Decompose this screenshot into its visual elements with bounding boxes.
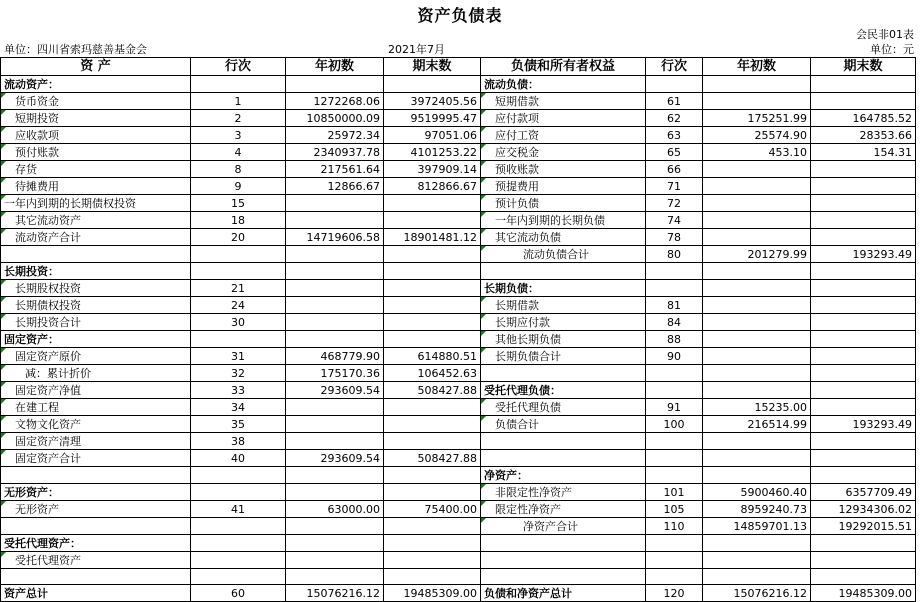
asset-item[interactable] [1, 518, 191, 535]
liability-line-no[interactable]: 71 [646, 178, 703, 195]
asset-begin-value[interactable]: 293609.54 [286, 382, 384, 399]
liability-line-no[interactable]: 120 [646, 585, 703, 602]
liability-item[interactable]: 流动负债： [481, 76, 646, 93]
asset-item[interactable]: 受托代理资产： [1, 535, 191, 552]
liability-begin-value[interactable]: 15235.00 [703, 399, 811, 416]
table-row [1, 365, 916, 382]
liability-item[interactable]: 负债合计 [481, 416, 646, 433]
liability-end-value[interactable] [811, 263, 916, 280]
liability-item[interactable]: 短期借款 [481, 93, 646, 110]
asset-item[interactable]: 短期投资 [1, 110, 191, 127]
liability-begin-value[interactable] [703, 382, 811, 399]
liability-line-no[interactable]: 91 [646, 399, 703, 416]
asset-item[interactable]: 存货 [1, 161, 191, 178]
asset-line-no[interactable]: 9 [191, 178, 286, 195]
table-row [1, 518, 916, 535]
liability-begin-value[interactable]: 15076216.12 [703, 585, 811, 602]
asset-end-value[interactable] [384, 467, 481, 484]
asset-line-no[interactable]: 4 [191, 144, 286, 161]
liability-end-value[interactable] [811, 450, 916, 467]
liability-item[interactable] [481, 433, 646, 450]
liability-line-no[interactable]: 74 [646, 212, 703, 229]
asset-begin-value[interactable]: 2340937.78 [286, 144, 384, 161]
asset-line-no[interactable]: 32 [191, 365, 286, 382]
liability-begin-value[interactable] [703, 450, 811, 467]
asset-item[interactable]: 待摊费用 [1, 178, 191, 195]
liability-item[interactable] [481, 365, 646, 382]
liability-begin-value[interactable] [703, 467, 811, 484]
liability-begin-value[interactable] [703, 535, 811, 552]
table-row [1, 331, 916, 348]
asset-begin-value[interactable]: 175170.36 [286, 365, 384, 382]
liability-line-no[interactable]: 62 [646, 110, 703, 127]
liability-line-no[interactable]: 65 [646, 144, 703, 161]
liability-end-value[interactable]: 6357709.49 [811, 484, 916, 501]
asset-item[interactable]: 无形资产 [1, 501, 191, 518]
liability-item[interactable]: 预提费用 [481, 178, 646, 195]
asset-end-value[interactable]: 508427.88 [384, 382, 481, 399]
liability-line-no[interactable] [646, 569, 703, 585]
asset-begin-value[interactable] [286, 416, 384, 433]
liability-begin-value[interactable] [703, 569, 811, 585]
asset-end-value[interactable]: 75400.00 [384, 501, 481, 518]
asset-begin-value[interactable]: 10850000.09 [286, 110, 384, 127]
asset-line-no[interactable]: 31 [191, 348, 286, 365]
liability-item[interactable]: 受托代理负债： [481, 382, 646, 399]
asset-line-no[interactable] [191, 331, 286, 348]
liability-end-value[interactable]: 12934306.02 [811, 501, 916, 518]
liability-end-value[interactable]: 19292015.51 [811, 518, 916, 535]
asset-end-value[interactable] [384, 416, 481, 433]
table-row [1, 280, 916, 297]
liability-begin-value[interactable] [703, 93, 811, 110]
asset-item[interactable]: 长期投资： [1, 263, 191, 280]
asset-item[interactable]: 固定资产原价 [1, 348, 191, 365]
liability-end-value[interactable] [811, 433, 916, 450]
liability-line-no[interactable]: 72 [646, 195, 703, 212]
asset-line-no[interactable]: 38 [191, 433, 286, 450]
liability-begin-value[interactable] [703, 76, 811, 93]
asset-line-no[interactable]: 30 [191, 314, 286, 331]
liability-item[interactable] [481, 569, 646, 585]
column-header: 期末数 [384, 58, 481, 76]
liability-item[interactable] [481, 535, 646, 552]
table-row [1, 484, 916, 501]
liability-line-no[interactable]: 61 [646, 93, 703, 110]
asset-line-no[interactable] [191, 518, 286, 535]
liability-line-no[interactable]: 88 [646, 331, 703, 348]
asset-end-value[interactable]: 614880.51 [384, 348, 481, 365]
liability-line-no[interactable] [646, 76, 703, 93]
asset-item[interactable]: 货币资金 [1, 93, 191, 110]
liability-end-value[interactable] [811, 195, 916, 212]
table-row [1, 399, 916, 416]
liability-begin-value[interactable]: 25574.90 [703, 127, 811, 144]
liability-line-no[interactable]: 110 [646, 518, 703, 535]
liability-begin-value[interactable] [703, 195, 811, 212]
balance-table [0, 57, 916, 602]
liability-line-no[interactable]: 81 [646, 297, 703, 314]
asset-line-no[interactable]: 1 [191, 93, 286, 110]
liability-line-no[interactable] [646, 450, 703, 467]
liability-begin-value[interactable] [703, 331, 811, 348]
asset-line-no[interactable]: 34 [191, 399, 286, 416]
liability-end-value[interactable] [811, 280, 916, 297]
table-row [1, 433, 916, 450]
asset-item[interactable]: 流动资产： [1, 76, 191, 93]
liability-begin-value[interactable] [703, 229, 811, 246]
table-row [1, 229, 916, 246]
asset-end-value[interactable]: 4101253.22 [384, 144, 481, 161]
liability-end-value[interactable] [811, 382, 916, 399]
asset-end-value[interactable]: 397909.14 [384, 161, 481, 178]
table-row [1, 246, 916, 263]
asset-begin-value[interactable] [286, 467, 384, 484]
liability-line-no[interactable]: 66 [646, 161, 703, 178]
asset-end-value[interactable]: 18901481.12 [384, 229, 481, 246]
table-body [1, 76, 916, 602]
report-period: 2021年7月 [388, 43, 445, 56]
liability-item[interactable]: 应交税金 [481, 144, 646, 161]
liability-line-no[interactable]: 90 [646, 348, 703, 365]
asset-line-no[interactable]: 18 [191, 212, 286, 229]
asset-begin-value[interactable]: 15076216.12 [286, 585, 384, 602]
table-row [1, 382, 916, 399]
asset-item[interactable]: 固定资产清理 [1, 433, 191, 450]
liability-begin-value[interactable] [703, 297, 811, 314]
liability-begin-value[interactable]: 8959240.73 [703, 501, 811, 518]
asset-item[interactable] [1, 246, 191, 263]
asset-line-no[interactable]: 35 [191, 416, 286, 433]
liability-begin-value[interactable]: 5900460.40 [703, 484, 811, 501]
table-row [1, 144, 916, 161]
liability-item[interactable]: 其他长期负债 [481, 331, 646, 348]
asset-begin-value[interactable] [286, 263, 384, 280]
liability-end-value[interactable] [811, 229, 916, 246]
asset-end-value[interactable]: 812866.67 [384, 178, 481, 195]
liability-begin-value[interactable]: 201279.99 [703, 246, 811, 263]
asset-begin-value[interactable] [286, 535, 384, 552]
liability-end-value[interactable] [811, 76, 916, 93]
asset-begin-value[interactable] [286, 212, 384, 229]
table-row [1, 535, 916, 552]
liability-line-no[interactable] [646, 263, 703, 280]
asset-end-value[interactable] [384, 535, 481, 552]
liability-item[interactable]: 长期负债： [481, 280, 646, 297]
asset-line-no[interactable]: 8 [191, 161, 286, 178]
asset-end-value[interactable]: 508427.88 [384, 450, 481, 467]
asset-begin-value[interactable]: 63000.00 [286, 501, 384, 518]
liability-end-value[interactable] [811, 467, 916, 484]
table-row [1, 416, 916, 433]
asset-end-value[interactable] [384, 76, 481, 93]
liability-end-value[interactable] [811, 348, 916, 365]
liability-begin-value[interactable]: 175251.99 [703, 110, 811, 127]
table-row [1, 93, 916, 110]
liability-item[interactable]: 一年内到期的长期负债 [481, 212, 646, 229]
asset-line-no[interactable] [191, 467, 286, 484]
asset-end-value[interactable]: 3972405.56 [384, 93, 481, 110]
liability-item[interactable]: 净资产： [481, 467, 646, 484]
asset-begin-value[interactable]: 293609.54 [286, 450, 384, 467]
asset-end-value[interactable] [384, 314, 481, 331]
liability-item[interactable] [481, 552, 646, 569]
asset-begin-value[interactable] [286, 331, 384, 348]
liability-item[interactable]: 预收账款 [481, 161, 646, 178]
asset-line-no[interactable]: 21 [191, 280, 286, 297]
asset-begin-value[interactable] [286, 569, 384, 585]
liability-begin-value[interactable] [703, 263, 811, 280]
table-row [1, 501, 916, 518]
table-row [1, 178, 916, 195]
liability-line-no[interactable]: 100 [646, 416, 703, 433]
liability-begin-value[interactable] [703, 314, 811, 331]
liability-end-value[interactable]: 193293.49 [811, 246, 916, 263]
report-title: 资产负债表 [417, 6, 503, 25]
liability-end-value[interactable] [811, 93, 916, 110]
liability-item[interactable]: 流动负债合计 [481, 246, 646, 263]
asset-line-no[interactable] [191, 263, 286, 280]
table-row [1, 585, 916, 602]
table-row [1, 110, 916, 127]
asset-begin-value[interactable] [286, 399, 384, 416]
liability-item[interactable]: 限定性净资产 [481, 501, 646, 518]
liability-begin-value[interactable]: 216514.99 [703, 416, 811, 433]
liability-item[interactable]: 应付款项 [481, 110, 646, 127]
liability-end-value[interactable] [811, 178, 916, 195]
liability-item[interactable]: 净资产合计 [481, 518, 646, 535]
liability-item[interactable]: 长期负债合计 [481, 348, 646, 365]
asset-end-value[interactable] [384, 569, 481, 585]
asset-begin-value[interactable] [286, 280, 384, 297]
asset-end-value[interactable] [384, 331, 481, 348]
liability-begin-value[interactable] [703, 552, 811, 569]
liability-end-value[interactable] [811, 365, 916, 382]
liability-end-value[interactable] [811, 552, 916, 569]
liability-item[interactable]: 非限定性净资产 [481, 484, 646, 501]
form-number: 会民非01表 [856, 28, 914, 41]
asset-line-no[interactable]: 2 [191, 110, 286, 127]
liability-item[interactable]: 受托代理负债 [481, 399, 646, 416]
liability-end-value[interactable] [811, 331, 916, 348]
asset-item[interactable] [1, 569, 191, 585]
liability-item[interactable]: 预计负债 [481, 195, 646, 212]
column-header: 期末数 [811, 58, 916, 76]
liability-line-no[interactable]: 105 [646, 501, 703, 518]
asset-item[interactable]: 文物文化资产 [1, 416, 191, 433]
liability-begin-value[interactable]: 14859701.13 [703, 518, 811, 535]
liability-item[interactable]: 负债和净资产总计 [481, 585, 646, 602]
asset-begin-value[interactable] [286, 433, 384, 450]
liability-line-no[interactable]: 78 [646, 229, 703, 246]
asset-item[interactable]: 长期股权投资 [1, 280, 191, 297]
liability-line-no[interactable] [646, 365, 703, 382]
liability-end-value[interactable] [811, 161, 916, 178]
asset-item[interactable]: 固定资产： [1, 331, 191, 348]
asset-line-no[interactable]: 3 [191, 127, 286, 144]
table-row [1, 297, 916, 314]
table-row [1, 195, 916, 212]
liability-line-no[interactable] [646, 280, 703, 297]
liability-begin-value[interactable] [703, 365, 811, 382]
liability-item[interactable]: 应付工资 [481, 127, 646, 144]
liability-end-value[interactable] [811, 399, 916, 416]
asset-line-no[interactable] [191, 535, 286, 552]
asset-item[interactable]: 流动资产合计 [1, 229, 191, 246]
liability-item[interactable]: 长期借款 [481, 297, 646, 314]
asset-end-value[interactable] [384, 552, 481, 569]
header-row [1, 58, 916, 76]
asset-begin-value[interactable] [286, 195, 384, 212]
table-row [1, 161, 916, 178]
asset-end-value[interactable]: 97051.06 [384, 127, 481, 144]
asset-begin-value[interactable] [286, 297, 384, 314]
asset-line-no[interactable]: 40 [191, 450, 286, 467]
liability-begin-value[interactable] [703, 212, 811, 229]
asset-end-value[interactable] [384, 212, 481, 229]
asset-end-value[interactable] [384, 263, 481, 280]
liability-line-no[interactable] [646, 552, 703, 569]
column-header: 行次 [646, 58, 703, 76]
liability-line-no[interactable]: 80 [646, 246, 703, 263]
liability-item[interactable]: 长期应付款 [481, 314, 646, 331]
liability-begin-value[interactable]: 453.10 [703, 144, 811, 161]
liability-end-value[interactable]: 193293.49 [811, 416, 916, 433]
liability-item[interactable] [481, 263, 646, 280]
liability-line-no[interactable] [646, 535, 703, 552]
table-row [1, 552, 916, 569]
liability-item[interactable] [481, 450, 646, 467]
liability-end-value[interactable] [811, 569, 916, 585]
table-row [1, 263, 916, 280]
asset-end-value[interactable] [384, 433, 481, 450]
liability-item[interactable]: 其它流动负债 [481, 229, 646, 246]
asset-item[interactable]: 资产总计 [1, 585, 191, 602]
asset-item[interactable]: 在建工程 [1, 399, 191, 416]
asset-begin-value[interactable] [286, 314, 384, 331]
asset-begin-value[interactable] [286, 518, 384, 535]
asset-item[interactable]: 其它流动资产 [1, 212, 191, 229]
asset-item[interactable] [1, 467, 191, 484]
asset-line-no[interactable] [191, 484, 286, 501]
report-meta [0, 41, 920, 56]
asset-line-no[interactable]: 41 [191, 501, 286, 518]
asset-end-value[interactable] [384, 399, 481, 416]
table-row [1, 314, 916, 331]
liability-end-value[interactable]: 19485309.00 [811, 585, 916, 602]
asset-begin-value[interactable]: 12866.67 [286, 178, 384, 195]
liability-end-value[interactable]: 154.31 [811, 144, 916, 161]
liability-end-value[interactable] [811, 212, 916, 229]
asset-item[interactable]: 固定资产净值 [1, 382, 191, 399]
asset-line-no[interactable]: 15 [191, 195, 286, 212]
organization-label: 单位：四川省索玛慈善基金会 [4, 43, 147, 56]
column-header: 资 产 [1, 58, 191, 76]
liability-end-value[interactable] [811, 297, 916, 314]
liability-end-value[interactable] [811, 535, 916, 552]
table-row [1, 127, 916, 144]
asset-end-value[interactable] [384, 484, 481, 501]
asset-line-no[interactable]: 20 [191, 229, 286, 246]
asset-begin-value[interactable]: 1272268.06 [286, 93, 384, 110]
liability-begin-value[interactable] [703, 161, 811, 178]
asset-end-value[interactable] [384, 297, 481, 314]
asset-line-no[interactable]: 60 [191, 585, 286, 602]
asset-line-no[interactable]: 33 [191, 382, 286, 399]
asset-begin-value[interactable]: 14719606.58 [286, 229, 384, 246]
asset-line-no[interactable] [191, 76, 286, 93]
asset-begin-value[interactable] [286, 484, 384, 501]
asset-item[interactable]: 预付账款 [1, 144, 191, 161]
asset-item[interactable]: 长期债权投资 [1, 297, 191, 314]
asset-end-value[interactable]: 19485309.00 [384, 585, 481, 602]
asset-end-value[interactable] [384, 195, 481, 212]
asset-item[interactable]: 减：累计折价 [1, 365, 191, 382]
asset-item[interactable]: 固定资产合计 [1, 450, 191, 467]
liability-line-no[interactable]: 101 [646, 484, 703, 501]
asset-item[interactable]: 应收款项 [1, 127, 191, 144]
currency-unit: 单位：元 [870, 43, 914, 56]
liability-line-no[interactable] [646, 467, 703, 484]
asset-line-no[interactable]: 24 [191, 297, 286, 314]
table-row [1, 76, 916, 93]
asset-begin-value[interactable]: 217561.64 [286, 161, 384, 178]
column-header: 负债和所有者权益 [481, 58, 646, 76]
asset-end-value[interactable] [384, 518, 481, 535]
liability-begin-value[interactable] [703, 280, 811, 297]
liability-end-value[interactable]: 28353.66 [811, 127, 916, 144]
asset-line-no[interactable] [191, 246, 286, 263]
table-row [1, 348, 916, 365]
table-row [1, 212, 916, 229]
asset-begin-value[interactable] [286, 552, 384, 569]
asset-item[interactable]: 长期投资合计 [1, 314, 191, 331]
liability-line-no[interactable]: 84 [646, 314, 703, 331]
asset-end-value[interactable]: 9519995.47 [384, 110, 481, 127]
column-header: 年初数 [286, 58, 384, 76]
table-row [1, 450, 916, 467]
asset-line-no[interactable] [191, 552, 286, 569]
column-header: 年初数 [703, 58, 811, 76]
asset-end-value[interactable] [384, 280, 481, 297]
liability-begin-value[interactable] [703, 433, 811, 450]
asset-end-value[interactable]: 106452.63 [384, 365, 481, 382]
liability-begin-value[interactable] [703, 348, 811, 365]
asset-end-value[interactable] [384, 246, 481, 263]
asset-begin-value[interactable]: 25972.34 [286, 127, 384, 144]
asset-begin-value[interactable]: 468779.90 [286, 348, 384, 365]
asset-begin-value[interactable] [286, 246, 384, 263]
liability-end-value[interactable] [811, 314, 916, 331]
liability-line-no[interactable] [646, 433, 703, 450]
column-header: 行次 [191, 58, 286, 76]
liability-end-value[interactable]: 164785.52 [811, 110, 916, 127]
table-row [1, 467, 916, 484]
table-row [1, 569, 916, 585]
asset-item[interactable]: 无形资产： [1, 484, 191, 501]
liability-line-no[interactable]: 63 [646, 127, 703, 144]
asset-item[interactable]: 受托代理资产 [1, 552, 191, 569]
liability-begin-value[interactable] [703, 178, 811, 195]
liability-line-no[interactable] [646, 382, 703, 399]
asset-line-no[interactable] [191, 569, 286, 585]
asset-begin-value[interactable] [286, 76, 384, 93]
asset-item[interactable]: 一年内到期的长期债权投资 [1, 195, 191, 212]
